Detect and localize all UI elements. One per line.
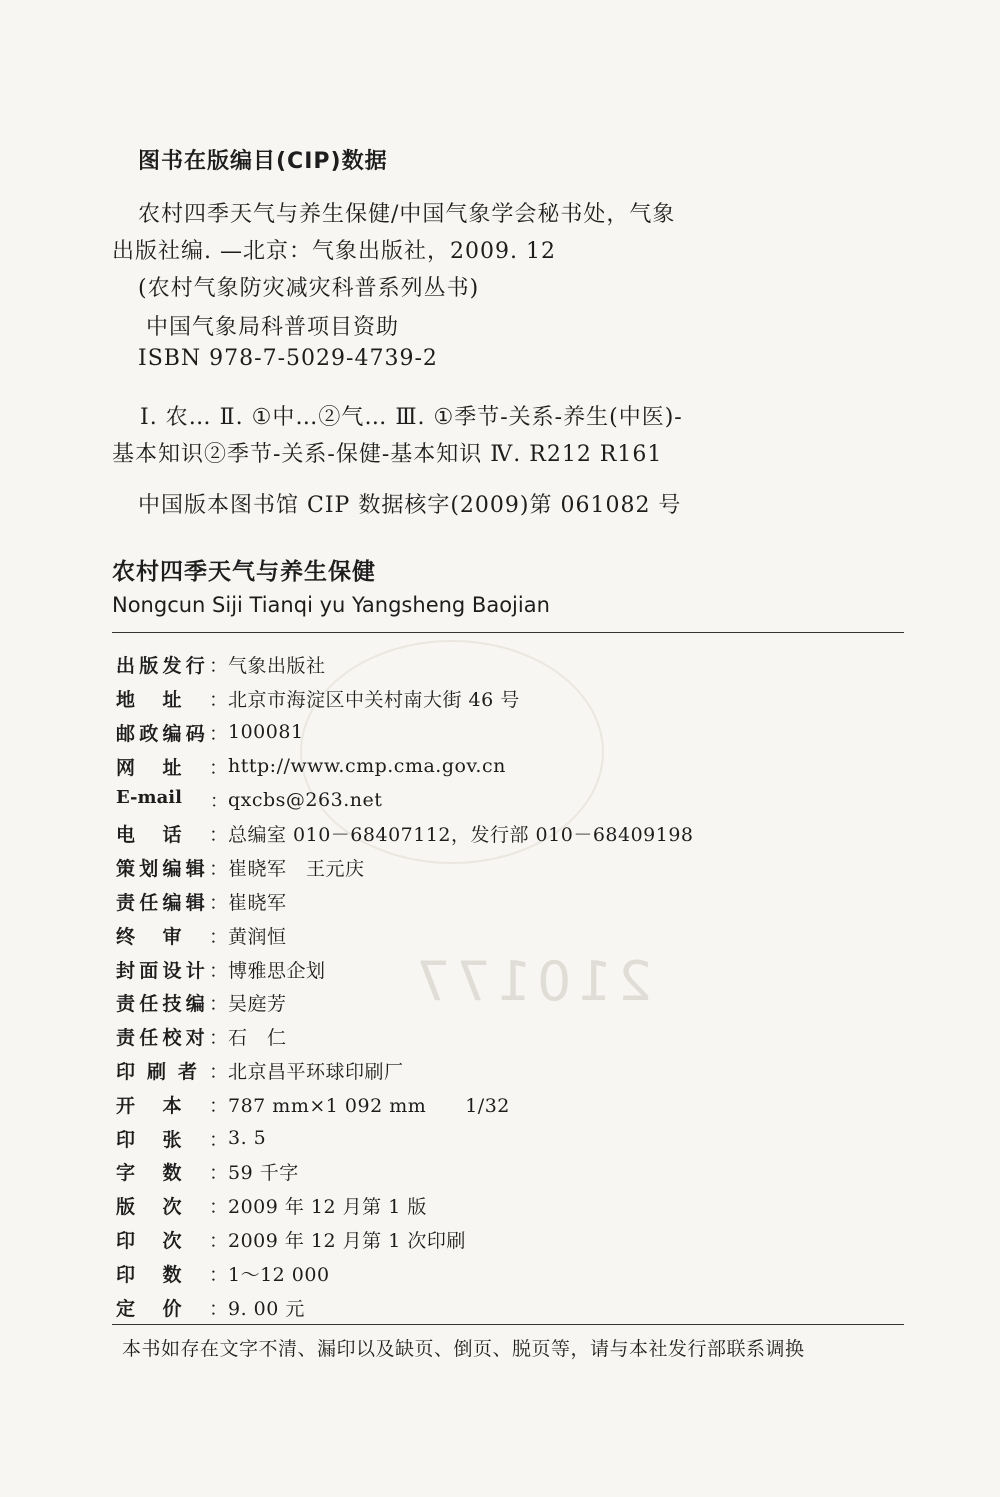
colophon-value: 北京市海淀区中关村南大街 46 号 [228,689,520,712]
colophon-label [116,1057,228,1084]
colophon-row [116,749,896,783]
colophon-label [116,685,228,712]
colophon-label [116,1125,228,1152]
colophon-value: 博雅思企划 [228,959,326,982]
colophon-label [116,1091,228,1118]
colophon-colon: ： [208,1060,228,1083]
colophon-value: 2009 年 12 月第 1 版 [228,1196,427,1219]
colophon-label-char: 本 [162,1094,182,1117]
colophon-value: 59 千字 [228,1162,299,1185]
colophon-label-char: 计 [185,959,205,982]
cip-line-1: 农村四季天气与养生保健/中国气象学会秘书处，气象 [138,202,676,227]
colophon-row [116,918,896,952]
colophon-colon: ： [208,1196,228,1219]
colophon-label [116,854,228,881]
colophon-label [116,651,228,678]
colophon-label-char: 责 [116,1027,136,1050]
colophon-row [116,682,896,716]
colophon-value: 3. 5 [228,1127,267,1150]
colophon-label-char: 刷 [146,1060,166,1083]
colophon-colon: ： [208,959,228,982]
colophon-colon: ： [208,1263,228,1286]
colophon-label-char: 字 [116,1162,136,1185]
colophon-label-char: 划 [139,858,159,881]
cip-classification-1: Ⅰ. 农… Ⅱ. ①中…②气… Ⅲ. ①季节-关系-养生(中医)- [140,405,683,430]
colophon-colon: ： [208,1229,228,1252]
colophon-colon: ： [208,858,228,881]
colophon-row [116,1020,896,1054]
colophon-value: 总编室 010－68407112，发行部 010－68409198 [228,824,694,847]
colophon-label-char: 网 [116,756,136,779]
colophon-colon: ： [208,655,228,678]
colophon-label-char: 开 [116,1094,136,1117]
colophon-label-char: 址 [162,689,182,712]
colophon-label [116,787,228,813]
colophon-label-char: 印 [116,1128,136,1151]
colophon-colon: ： [208,824,228,847]
cip-classification-2: 基本知识②季节-关系-保健-基本知识 Ⅳ. R212 R161 [112,442,663,467]
book-title-pinyin: Nongcun Siji Tianqi yu Yangsheng Baojian [112,593,550,617]
colophon-value: http://www.cmp.cma.gov.cn [228,755,506,778]
colophon-label [116,1023,228,1050]
colophon-label-char: 设 [162,959,182,982]
colophon-label-char: 编 [162,891,182,914]
colophon-value: 气象出版社 [228,655,326,678]
cip-line-2: 出版社编. —北京：气象出版社，2009. 12 [112,239,556,264]
colophon-label [116,956,228,983]
colophon-label [116,1158,228,1185]
colophon-label-char: 地 [116,689,136,712]
colophon-label-char: 码 [185,722,205,745]
colophon-label [116,1226,228,1253]
colophon-row [116,1155,896,1189]
colophon-row [116,783,896,817]
colophon-label-char: 印 [116,1229,136,1252]
colophon-label-char: 辑 [185,891,205,914]
colophon-value: 崔晓军 [228,891,287,914]
cip-series-line: (农村气象防灾减灾科普系列丛书) [138,276,480,301]
cip-isbn: ISBN 978-7-5029-4739-2 [138,346,438,371]
colophon-label-char: 址 [162,756,182,779]
colophon-label-char: 政 [139,722,159,745]
colophon-value: 2009 年 12 月第 1 次印刷 [228,1229,466,1252]
colophon-row [116,885,896,919]
colophon-label-char: 编 [162,858,182,881]
colophon-value: 787 mm×1 092 mm 1/32 [228,1094,510,1117]
colophon-colon: ： [208,993,228,1016]
colophon-row [116,1087,896,1121]
colophon-row [116,1189,896,1223]
colophon-label-char: 印 [116,1060,136,1083]
colophon-label-char: 校 [162,1027,182,1050]
colophon-label-char: 对 [185,1027,205,1050]
colophon-label [116,1294,228,1321]
colophon-colon: ： [208,891,228,914]
colophon-row [116,716,896,750]
colophon-label [116,820,228,847]
colophon-label [116,922,228,949]
colophon-colon: ： [208,1128,228,1151]
colophon-value: 100081 [228,721,304,744]
colophon-value: 黄润恒 [228,925,287,948]
bleed-through-number: 210177 [410,950,653,1013]
colophon-row [116,952,896,986]
colophon-label-char: 邮 [116,722,136,745]
colophon-label-char: 次 [162,1196,182,1219]
colophon-colon: ： [208,1094,228,1117]
colophon-table [116,648,896,1324]
replacement-notice: 本书如存在文字不清、漏印以及缺页、倒页、脱页等，请与本社发行部联系调换 [122,1338,805,1360]
cip-heading: 图书在版编目(CIP)数据 [138,149,388,174]
colophon-colon: ： [208,689,228,712]
colophon-label-char: 版 [139,655,159,678]
colophon-value: 1～12 000 [228,1263,330,1286]
colophon-label-char: 印 [116,1263,136,1286]
colophon-label [116,1260,228,1287]
colophon-row [116,817,896,851]
colophon-label-char: 编 [185,993,205,1016]
colophon-row [116,1223,896,1257]
colophon-row [116,648,896,682]
colophon-row [116,1290,896,1324]
colophon-label-char: E-mail [116,787,182,809]
colophon-label-char: 发 [162,655,182,678]
colophon-label-char: 版 [116,1196,136,1219]
colophon-label-char: 辑 [185,858,205,881]
colophon-label [116,1192,228,1219]
colophon-label-char: 数 [162,1162,182,1185]
bottom-rule [112,1324,904,1325]
colophon-label-char: 者 [177,1060,197,1083]
colophon-label-char: 价 [162,1297,182,1320]
colophon-label-char: 审 [162,925,182,948]
colophon-label-char: 策 [116,858,136,881]
colophon-label-char: 任 [139,1027,159,1050]
colophon-row [116,986,896,1020]
colophon-label-char: 责 [116,993,136,1016]
colophon-label-char: 电 [116,824,136,847]
colophon-label-char: 技 [162,993,182,1016]
colophon-value: 崔晓军 王元庆 [228,858,365,881]
colophon-row [116,1256,896,1290]
colophon-label-char: 编 [162,722,182,745]
colophon-row [116,851,896,885]
colophon-label-char: 责 [116,891,136,914]
colophon-colon: ： [208,722,228,745]
book-title-chinese: 农村四季天气与养生保健 [112,559,376,585]
colophon-label-char: 出 [116,655,136,678]
colophon-row [116,1121,896,1155]
colophon-label [116,989,228,1016]
colophon-colon: ： [208,1162,228,1185]
colophon-label-char: 面 [139,959,159,982]
colophon-colon: ： [208,756,228,779]
cip-funding-line: 中国气象局科普项目资助 [146,315,400,340]
colophon-row [116,1054,896,1088]
colophon-label-char: 张 [162,1128,182,1151]
top-rule [112,632,904,633]
colophon-label-char: 封 [116,959,136,982]
colophon-value: 9. 00 元 [228,1297,305,1320]
colophon-label-char: 数 [162,1263,182,1286]
cip-record-number: 中国版本图书馆 CIP 数据核字(2009)第 061082 号 [138,493,682,518]
colophon-label-char: 话 [162,824,182,847]
colophon-colon: ： [208,925,228,948]
colophon-label [116,888,228,915]
colophon-colon: ： [208,1027,228,1050]
colophon-label-char: 终 [116,925,136,948]
colophon-label [116,753,228,780]
colophon-value: 石 仁 [228,1027,287,1050]
colophon-label-char: 行 [185,655,205,678]
colophon-label-char: 任 [139,993,159,1016]
colophon-value: qxcbs@263.net [228,789,383,812]
colophon-value: 吴庭芳 [228,993,287,1016]
colophon-label-char: 次 [162,1229,182,1252]
colophon-label-char: 定 [116,1297,136,1320]
colophon-label-char: 任 [139,891,159,914]
colophon-colon: ： [210,791,228,813]
colophon-label [116,719,228,746]
colophon-colon: ： [208,1297,228,1320]
colophon-value: 北京昌平环球印刷厂 [228,1060,404,1083]
